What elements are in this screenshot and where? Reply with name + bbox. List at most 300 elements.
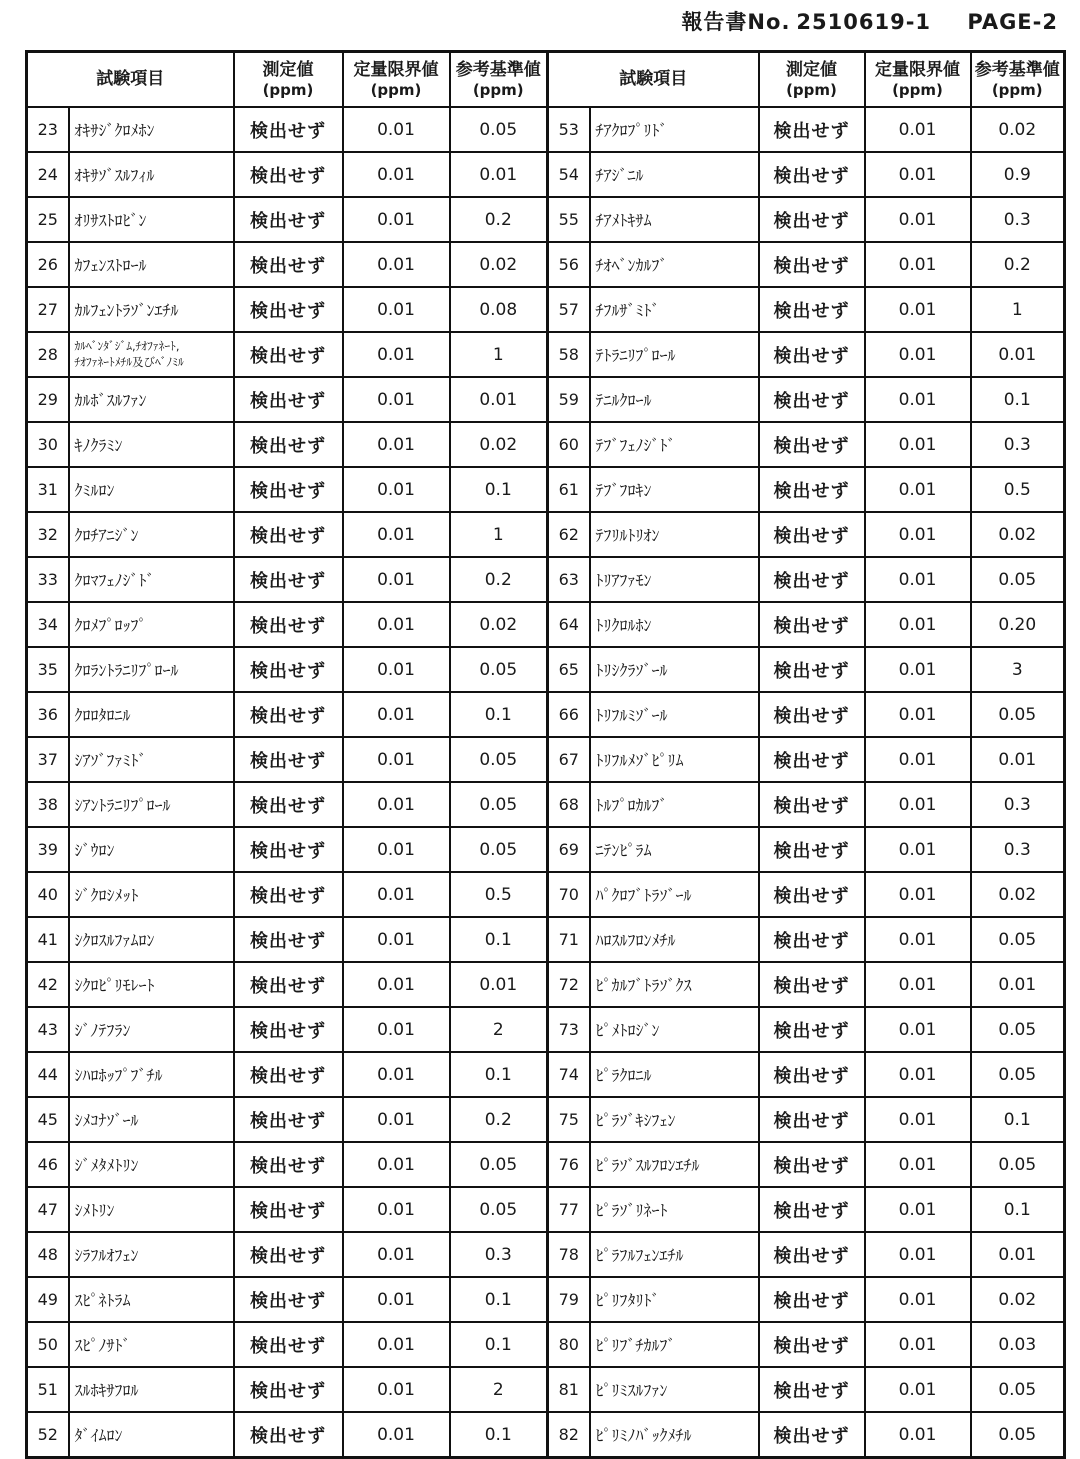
item-name: ﾋﾟﾗｸﾛﾆﾙ — [590, 1052, 759, 1097]
row-number: 29 — [27, 377, 69, 422]
table-row — [27, 152, 1065, 197]
limit-value: 0.01 — [865, 692, 971, 737]
measured-value: 検出せず — [234, 467, 343, 512]
item-name: ｵﾘｻｽﾄﾛﾋﾞﾝ — [69, 197, 234, 242]
measured-value: 検出せず — [759, 1007, 865, 1052]
item-name: ｼﾞﾉﾃﾌﾗﾝ — [69, 1007, 234, 1052]
reference-value: 0.05 — [450, 1142, 548, 1187]
limit-value: 0.01 — [865, 827, 971, 872]
limit-value: 0.01 — [343, 1322, 450, 1367]
row-number: 30 — [27, 422, 69, 467]
reference-value: 0.20 — [971, 602, 1065, 647]
results-table — [25, 50, 1066, 1459]
row-number: 80 — [548, 1322, 590, 1367]
item-name — [69, 332, 234, 377]
limit-value: 0.01 — [865, 1142, 971, 1187]
row-number: 40 — [27, 872, 69, 917]
reference-value: 0.02 — [971, 1277, 1065, 1322]
col-header-reference-right — [971, 52, 1065, 108]
limit-value: 0.01 — [343, 1412, 450, 1458]
reference-value: 1 — [450, 512, 548, 557]
limit-value: 0.01 — [343, 512, 450, 557]
limit-value: 0.01 — [865, 1187, 971, 1232]
reference-value: 0.05 — [450, 107, 548, 152]
header-unit: (ppm) — [370, 80, 422, 99]
item-name: ﾄﾘﾌﾙﾐｿﾞｰﾙ — [590, 692, 759, 737]
limit-value: 0.01 — [343, 1232, 450, 1277]
limit-value: 0.01 — [343, 422, 450, 467]
measured-value: 検出せず — [234, 917, 343, 962]
limit-value: 0.01 — [865, 1097, 971, 1142]
row-number: 32 — [27, 512, 69, 557]
limit-value: 0.01 — [865, 197, 971, 242]
row-number: 76 — [548, 1142, 590, 1187]
reference-value: 0.1 — [450, 1277, 548, 1322]
limit-value: 0.01 — [865, 1277, 971, 1322]
table-row — [27, 737, 1065, 782]
table-row — [27, 107, 1065, 152]
measured-value: 検出せず — [759, 1367, 865, 1412]
row-number: 57 — [548, 287, 590, 332]
row-number: 77 — [548, 1187, 590, 1232]
row-number: 47 — [27, 1187, 69, 1232]
item-name: ｼﾊﾛﾎｯﾌﾟﾌﾞﾁﾙ — [69, 1052, 234, 1097]
item-name: ﾋﾟﾘﾌﾞﾁｶﾙﾌﾞ — [590, 1322, 759, 1367]
measured-value: 検出せず — [234, 287, 343, 332]
row-number: 75 — [548, 1097, 590, 1142]
limit-value: 0.01 — [343, 1187, 450, 1232]
row-number: 48 — [27, 1232, 69, 1277]
item-name: ﾄﾙﾌﾟﾛｶﾙﾌﾞ — [590, 782, 759, 827]
limit-value: 0.01 — [865, 467, 971, 512]
measured-value: 検出せず — [234, 377, 343, 422]
measured-value: 検出せず — [759, 602, 865, 647]
table-row — [27, 602, 1065, 647]
item-name: ｸﾛﾁｱﾆｼﾞﾝ — [69, 512, 234, 557]
item-name: ﾋﾟﾒﾄﾛｼﾞﾝ — [590, 1007, 759, 1052]
reference-value: 2 — [450, 1367, 548, 1412]
item-name: ﾋﾟﾗｿﾞｷｼﾌｪﾝ — [590, 1097, 759, 1142]
item-name: ｶﾙﾎﾞｽﾙﾌｧﾝ — [69, 377, 234, 422]
item-name: ﾁｵﾍﾞﾝｶﾙﾌﾞ — [590, 242, 759, 287]
limit-value: 0.01 — [343, 647, 450, 692]
measured-value: 検出せず — [234, 242, 343, 287]
row-number: 58 — [548, 332, 590, 377]
limit-value: 0.01 — [343, 1052, 450, 1097]
reference-value: 3 — [971, 647, 1065, 692]
row-number: 42 — [27, 962, 69, 1007]
item-name: ﾄﾘｸﾛﾙﾎﾝ — [590, 602, 759, 647]
measured-value: 検出せず — [234, 1052, 343, 1097]
limit-value: 0.01 — [343, 287, 450, 332]
limit-value: 0.01 — [343, 377, 450, 422]
item-name: ｷﾉｸﾗﾐﾝ — [69, 422, 234, 467]
reference-value: 0.05 — [450, 737, 548, 782]
measured-value: 検出せず — [234, 422, 343, 467]
reference-value: 0.1 — [450, 1412, 548, 1458]
row-number: 50 — [27, 1322, 69, 1367]
table-row — [27, 512, 1065, 557]
row-number: 69 — [548, 827, 590, 872]
reference-value: 0.1 — [450, 1052, 548, 1097]
header-unit: (ppm) — [472, 80, 524, 99]
measured-value: 検出せず — [234, 692, 343, 737]
table-row — [27, 1412, 1065, 1458]
report-number-value: 2510619-1 — [796, 10, 932, 34]
reference-value: 1 — [971, 287, 1065, 332]
measured-value: 検出せず — [759, 692, 865, 737]
reference-value: 0.3 — [971, 422, 1065, 467]
item-name: ｶﾙﾌｪﾝﾄﾗｿﾞﾝｴﾁﾙ — [69, 287, 234, 332]
measured-value: 検出せず — [759, 377, 865, 422]
reference-value: 0.02 — [971, 107, 1065, 152]
table-row — [27, 962, 1065, 1007]
item-name: ｼｸﾛﾋﾟﾘﾓﾚｰﾄ — [69, 962, 234, 1007]
row-number: 46 — [27, 1142, 69, 1187]
measured-value: 検出せず — [759, 107, 865, 152]
item-name: ﾃﾆﾙｸﾛｰﾙ — [590, 377, 759, 422]
row-number: 44 — [27, 1052, 69, 1097]
col-header-item-left: 試験項目 — [27, 52, 234, 108]
measured-value: 検出せず — [234, 962, 343, 1007]
item-name: ﾋﾟﾗﾌﾙﾌｪﾝｴﾁﾙ — [590, 1232, 759, 1277]
header-label: 定量限界値 — [353, 59, 439, 80]
reference-value: 0.5 — [971, 467, 1065, 512]
limit-value: 0.01 — [343, 197, 450, 242]
reference-value: 0.05 — [971, 917, 1065, 962]
measured-value: 検出せず — [759, 557, 865, 602]
reference-value: 0.05 — [971, 692, 1065, 737]
measured-value: 検出せず — [759, 827, 865, 872]
measured-value: 検出せず — [759, 1412, 865, 1458]
item-name: ｸﾐﾙﾛﾝ — [69, 467, 234, 512]
measured-value: 検出せず — [759, 467, 865, 512]
limit-value: 0.01 — [865, 512, 971, 557]
measured-value: 検出せず — [234, 512, 343, 557]
limit-value: 0.01 — [343, 872, 450, 917]
item-name: ﾁｱｸﾛﾌﾟﾘﾄﾞ — [590, 107, 759, 152]
reference-value: 0.01 — [450, 152, 548, 197]
table-row — [27, 422, 1065, 467]
item-name: ﾋﾟｶﾙﾌﾞﾄﾗｿﾞｸｽ — [590, 962, 759, 1007]
item-name: ﾃﾌﾞﾌｪﾉｼﾞﾄﾞ — [590, 422, 759, 467]
measured-value: 検出せず — [234, 1142, 343, 1187]
row-number: 27 — [27, 287, 69, 332]
item-name-line2: ﾁｵﾌｧﾈｰﾄﾒﾁﾙ及びﾍﾞﾉﾐﾙ — [74, 354, 184, 369]
row-number: 51 — [27, 1367, 69, 1412]
table-row — [27, 647, 1065, 692]
limit-value: 0.01 — [343, 467, 450, 512]
reference-value: 0.01 — [971, 1232, 1065, 1277]
limit-value: 0.01 — [865, 557, 971, 602]
table-header — [27, 52, 1065, 108]
limit-value: 0.01 — [865, 917, 971, 962]
measured-value: 検出せず — [759, 287, 865, 332]
measured-value: 検出せず — [759, 1277, 865, 1322]
measured-value: 検出せず — [234, 1322, 343, 1367]
row-number: 39 — [27, 827, 69, 872]
header-row — [27, 52, 1065, 108]
limit-value: 0.01 — [343, 1277, 450, 1322]
measured-value: 検出せず — [759, 872, 865, 917]
measured-value: 検出せず — [759, 512, 865, 557]
reference-value: 0.05 — [450, 1187, 548, 1232]
header-unit: (ppm) — [262, 80, 314, 99]
measured-value: 検出せず — [234, 1232, 343, 1277]
limit-value: 0.01 — [865, 1322, 971, 1367]
col-header-reference-left — [450, 52, 548, 108]
item-name: ｽﾋﾟﾈﾄﾗﾑ — [69, 1277, 234, 1322]
reference-value: 0.2 — [450, 557, 548, 602]
limit-value: 0.01 — [865, 1367, 971, 1412]
row-number: 71 — [548, 917, 590, 962]
limit-value: 0.01 — [343, 332, 450, 377]
measured-value: 検出せず — [234, 827, 343, 872]
item-name: ﾃﾌﾞﾌﾛｷﾝ — [590, 467, 759, 512]
limit-value: 0.01 — [343, 917, 450, 962]
table-row — [27, 917, 1065, 962]
reference-value: 0.05 — [971, 557, 1065, 602]
row-number: 67 — [548, 737, 590, 782]
limit-value: 0.01 — [865, 287, 971, 332]
limit-value: 0.01 — [343, 1097, 450, 1142]
reference-value: 0.3 — [971, 827, 1065, 872]
limit-value: 0.01 — [865, 1052, 971, 1097]
table-row — [27, 692, 1065, 737]
reference-value: 0.01 — [971, 737, 1065, 782]
row-number: 53 — [548, 107, 590, 152]
reference-value: 0.02 — [971, 872, 1065, 917]
item-name: ｵｷｻｿﾞｽﾙﾌｨﾙ — [69, 152, 234, 197]
item-name: ｼﾞｸﾛｼﾒｯﾄ — [69, 872, 234, 917]
measured-value: 検出せず — [234, 557, 343, 602]
item-name: ｼﾗﾌﾙｵﾌｪﾝ — [69, 1232, 234, 1277]
row-number: 81 — [548, 1367, 590, 1412]
row-number: 82 — [548, 1412, 590, 1458]
row-number: 26 — [27, 242, 69, 287]
reference-value: 0.01 — [450, 377, 548, 422]
measured-value: 検出せず — [234, 872, 343, 917]
item-name: ﾁｱｼﾞﾆﾙ — [590, 152, 759, 197]
header-unit: (ppm) — [786, 80, 837, 99]
row-number: 55 — [548, 197, 590, 242]
measured-value: 検出せず — [234, 782, 343, 827]
reference-value: 0.02 — [450, 602, 548, 647]
limit-value: 0.01 — [865, 1007, 971, 1052]
table-row — [27, 872, 1065, 917]
table-row — [27, 1232, 1065, 1277]
row-number: 74 — [548, 1052, 590, 1097]
measured-value: 検出せず — [234, 1187, 343, 1232]
item-name: ｶﾌｪﾝｽﾄﾛｰﾙ — [69, 242, 234, 287]
row-number: 25 — [27, 197, 69, 242]
item-name: ﾄﾘｼｸﾗｿﾞｰﾙ — [590, 647, 759, 692]
measured-value: 検出せず — [234, 1412, 343, 1458]
row-number: 68 — [548, 782, 590, 827]
measured-value: 検出せず — [234, 197, 343, 242]
limit-value: 0.01 — [865, 422, 971, 467]
limit-value: 0.01 — [343, 782, 450, 827]
row-number: 72 — [548, 962, 590, 1007]
item-name: ｼﾞﾒﾀﾒﾄﾘﾝ — [69, 1142, 234, 1187]
measured-value: 検出せず — [759, 1052, 865, 1097]
item-name: ﾆﾃﾝﾋﾟﾗﾑ — [590, 827, 759, 872]
row-number: 41 — [27, 917, 69, 962]
reference-value: 0.08 — [450, 287, 548, 332]
item-name: ｸﾛﾒﾌﾟﾛｯﾌﾟ — [69, 602, 234, 647]
row-number: 78 — [548, 1232, 590, 1277]
reference-value: 0.3 — [971, 197, 1065, 242]
limit-value: 0.01 — [343, 962, 450, 1007]
item-name: ﾋﾟﾘﾐﾉﾊﾞｯｸﾒﾁﾙ — [590, 1412, 759, 1458]
limit-value: 0.01 — [343, 557, 450, 602]
measured-value: 検出せず — [759, 1142, 865, 1187]
row-number: 56 — [548, 242, 590, 287]
table-row — [27, 1007, 1065, 1052]
limit-value: 0.01 — [865, 242, 971, 287]
reference-value: 0.3 — [971, 782, 1065, 827]
row-number: 33 — [27, 557, 69, 602]
limit-value: 0.01 — [343, 827, 450, 872]
row-number: 64 — [548, 602, 590, 647]
measured-value: 検出せず — [759, 647, 865, 692]
limit-value: 0.01 — [343, 107, 450, 152]
reference-value: 0.05 — [450, 782, 548, 827]
reference-value: 0.1 — [971, 1187, 1065, 1232]
col-header-measured-right — [759, 52, 865, 108]
limit-value: 0.01 — [343, 1142, 450, 1187]
measured-value: 検出せず — [759, 917, 865, 962]
reference-value: 0.02 — [971, 512, 1065, 557]
item-name: ﾊﾛｽﾙﾌﾛﾝﾒﾁﾙ — [590, 917, 759, 962]
reference-value: 0.1 — [971, 377, 1065, 422]
limit-value: 0.01 — [865, 152, 971, 197]
reference-value: 0.1 — [450, 467, 548, 512]
limit-value: 0.01 — [865, 782, 971, 827]
header-label: 参考基準値 — [455, 59, 541, 80]
row-number: 52 — [27, 1412, 69, 1458]
table-row — [27, 827, 1065, 872]
item-name: ｼｱﾝﾄﾗﾆﾘﾌﾟﾛｰﾙ — [69, 782, 234, 827]
measured-value: 検出せず — [234, 647, 343, 692]
reference-value: 0.05 — [971, 1052, 1065, 1097]
limit-value: 0.01 — [343, 1007, 450, 1052]
measured-value: 検出せず — [759, 962, 865, 1007]
item-name: ｸﾛﾛﾀﾛﾆﾙ — [69, 692, 234, 737]
row-number: 54 — [548, 152, 590, 197]
limit-value: 0.01 — [343, 152, 450, 197]
header-unit: (ppm) — [991, 80, 1043, 99]
reference-value: 0.2 — [450, 1097, 548, 1142]
table-row — [27, 197, 1065, 242]
reference-value: 0.2 — [971, 242, 1065, 287]
row-number: 36 — [27, 692, 69, 737]
table-row — [27, 1052, 1065, 1097]
limit-value: 0.01 — [343, 242, 450, 287]
measured-value: 検出せず — [759, 737, 865, 782]
measured-value: 検出せず — [234, 737, 343, 782]
limit-value: 0.01 — [865, 1232, 971, 1277]
measured-value: 検出せず — [759, 422, 865, 467]
measured-value: 検出せず — [234, 1367, 343, 1412]
table-row — [27, 377, 1065, 422]
limit-value: 0.01 — [343, 1367, 450, 1412]
measured-value: 検出せず — [759, 152, 865, 197]
measured-value: 検出せず — [759, 332, 865, 377]
measured-value: 検出せず — [759, 197, 865, 242]
table-row — [27, 1097, 1065, 1142]
reference-value: 0.1 — [971, 1097, 1065, 1142]
limit-value: 0.01 — [865, 602, 971, 647]
reference-value: 2 — [450, 1007, 548, 1052]
header-label: 定量限界値 — [875, 59, 960, 80]
reference-value: 0.3 — [450, 1232, 548, 1277]
row-number: 43 — [27, 1007, 69, 1052]
reference-value: 0.9 — [971, 152, 1065, 197]
measured-value: 検出せず — [759, 1097, 865, 1142]
reference-value: 0.05 — [971, 1142, 1065, 1187]
table-row — [27, 782, 1065, 827]
row-number: 70 — [548, 872, 590, 917]
row-number: 28 — [27, 332, 69, 377]
item-name: ｼﾒｺﾅｿﾞｰﾙ — [69, 1097, 234, 1142]
row-number: 63 — [548, 557, 590, 602]
item-name: ｽﾙﾎｷｻﾌﾛﾙ — [69, 1367, 234, 1412]
measured-value: 検出せず — [234, 152, 343, 197]
row-number: 60 — [548, 422, 590, 467]
item-name: ﾃﾄﾗﾆﾘﾌﾟﾛｰﾙ — [590, 332, 759, 377]
item-name: ﾋﾟﾘﾌﾀﾘﾄﾞ — [590, 1277, 759, 1322]
item-name: ｼﾒﾄﾘﾝ — [69, 1187, 234, 1232]
item-name: ﾃﾌﾘﾙﾄﾘｵﾝ — [590, 512, 759, 557]
row-number: 49 — [27, 1277, 69, 1322]
reference-value: 1 — [450, 332, 548, 377]
row-number: 38 — [27, 782, 69, 827]
header-label: 測定値 — [262, 59, 314, 80]
row-number: 61 — [548, 467, 590, 512]
reference-value: 0.03 — [971, 1322, 1065, 1367]
reference-value: 0.01 — [450, 962, 548, 1007]
reference-value: 0.2 — [450, 197, 548, 242]
item-name: ﾁﾌﾙｻﾞﾐﾄﾞ — [590, 287, 759, 332]
col-header-measured-left — [234, 52, 343, 108]
item-name: ﾋﾟﾗｿﾞｽﾙﾌﾛﾝｴﾁﾙ — [590, 1142, 759, 1187]
limit-value: 0.01 — [343, 602, 450, 647]
measured-value: 検出せず — [759, 242, 865, 287]
header-unit: (ppm) — [892, 80, 943, 99]
measured-value: 検出せず — [759, 1322, 865, 1367]
row-number: 24 — [27, 152, 69, 197]
item-name: ﾄﾘﾌﾙﾒｿﾞﾋﾟﾘﾑ — [590, 737, 759, 782]
limit-value: 0.01 — [865, 647, 971, 692]
item-name: ﾋﾟﾗｿﾞﾘﾈｰﾄ — [590, 1187, 759, 1232]
table-row — [27, 287, 1065, 332]
limit-value: 0.01 — [865, 962, 971, 1007]
row-number: 45 — [27, 1097, 69, 1142]
row-number: 34 — [27, 602, 69, 647]
report-number-label: 報告書No. — [681, 10, 791, 34]
report-header — [675, 6, 1058, 36]
item-name: ﾀﾞｲﾑﾛﾝ — [69, 1412, 234, 1458]
row-number: 59 — [548, 377, 590, 422]
limit-value: 0.01 — [865, 107, 971, 152]
item-name: ﾊﾟｸﾛﾌﾞﾄﾗｿﾞｰﾙ — [590, 872, 759, 917]
reference-value: 0.05 — [450, 647, 548, 692]
item-name-line1: ｶﾙﾍﾞﾝﾀﾞｼﾞﾑ,ﾁｵﾌｧﾈｰﾄ, — [74, 338, 180, 353]
limit-value: 0.01 — [865, 737, 971, 782]
reference-value: 0.05 — [971, 1412, 1065, 1458]
reference-value: 0.01 — [971, 332, 1065, 377]
